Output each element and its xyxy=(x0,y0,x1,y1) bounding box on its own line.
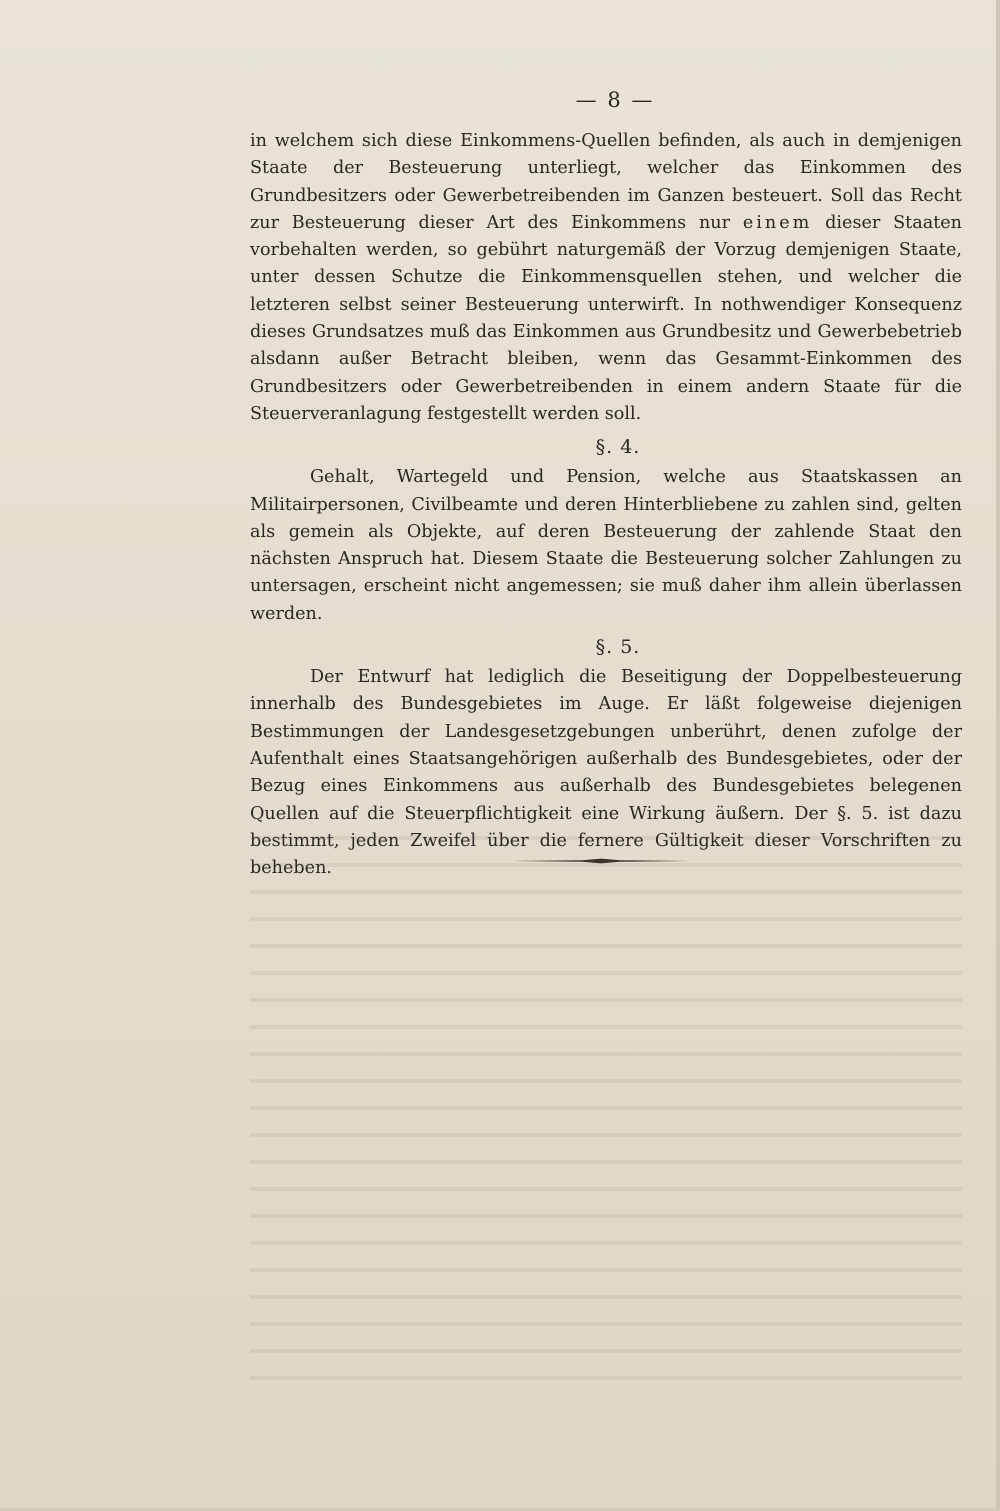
paragraph-text: in welchem sich diese Einkommens-Quellen befinden, als auch in demjenigen Staate der Besteuerung unterliegt, welcher das Einkommen des Grundbesitzers oder Gewerbetreibenden im Ganzen besteuert. Soll das Recht zur Besteuerung dieser Art des Einkommens nur xyxy=(250,131,962,233)
section-4-heading: §. 4. xyxy=(595,436,641,459)
page-number: — 8 — xyxy=(575,88,655,112)
paragraph-continuation xyxy=(250,128,962,428)
section-5-paragraph: Der Entwurf hat lediglich die Beseitigung der Doppelbesteuerung innerhalb des Bundesgebietes im Auge. Er läßt folgeweise diejenigen Bestimmungen der Landesgesetzgebungen unberührt, denen zufolge der Aufenthalt eines Staatsangehörigen außerhalb des Bundesgebietes, oder der Bezug eines Einkommens aus außerhalb des Bundesgebietes belegenen Quellen auf die Steuerpflichtigkeit eine Wirkung äußern. Der §. 5. ist dazu bestimmt, jeden Zweifel über die fernere Gültigkeit dieser Vorschriften zu beheben. xyxy=(250,667,962,879)
section-5-heading: §. 5. xyxy=(595,636,641,659)
paragraph-text-rest: dieser Staaten vorbehalten werden, so gebührt naturgemäß der Vorzug demjenigen Staate, unter dessen Schutze die Einkommensquellen stehen, und welcher die letzteren selbst seiner Besteuerung unterwirft. In nothwendiger Konsequenz dieses Grundsatzes muß das Einkommen aus Grundbesitz und Gewerbebetrieb alsdann außer Betracht bleiben, wenn das Gesammt-Einkommen des Grundbesitzers oder Gewerbetreibenden in einem andern Staate für die Steuerveranlagung festgestellt werden soll. xyxy=(250,212,963,424)
body-text xyxy=(250,128,962,882)
emphasized-word: einem xyxy=(742,212,813,233)
section-4-paragraph: Gehalt, Wartegeld und Pension, welche aus Staatskassen an Militairpersonen, Civilbeamte und deren Hinterbliebene zu zahlen sind, gelten als gemein als Objekte, auf deren Besteuerung der zahlende Staat den nächsten Anspruch hat. Diesem Staate die Besteuerung solcher Zahlungen zu untersagen, erscheint nicht angemessen; sie muß daher ihm allein überlassen werden. xyxy=(250,467,962,624)
show-through-texture xyxy=(250,820,962,1380)
